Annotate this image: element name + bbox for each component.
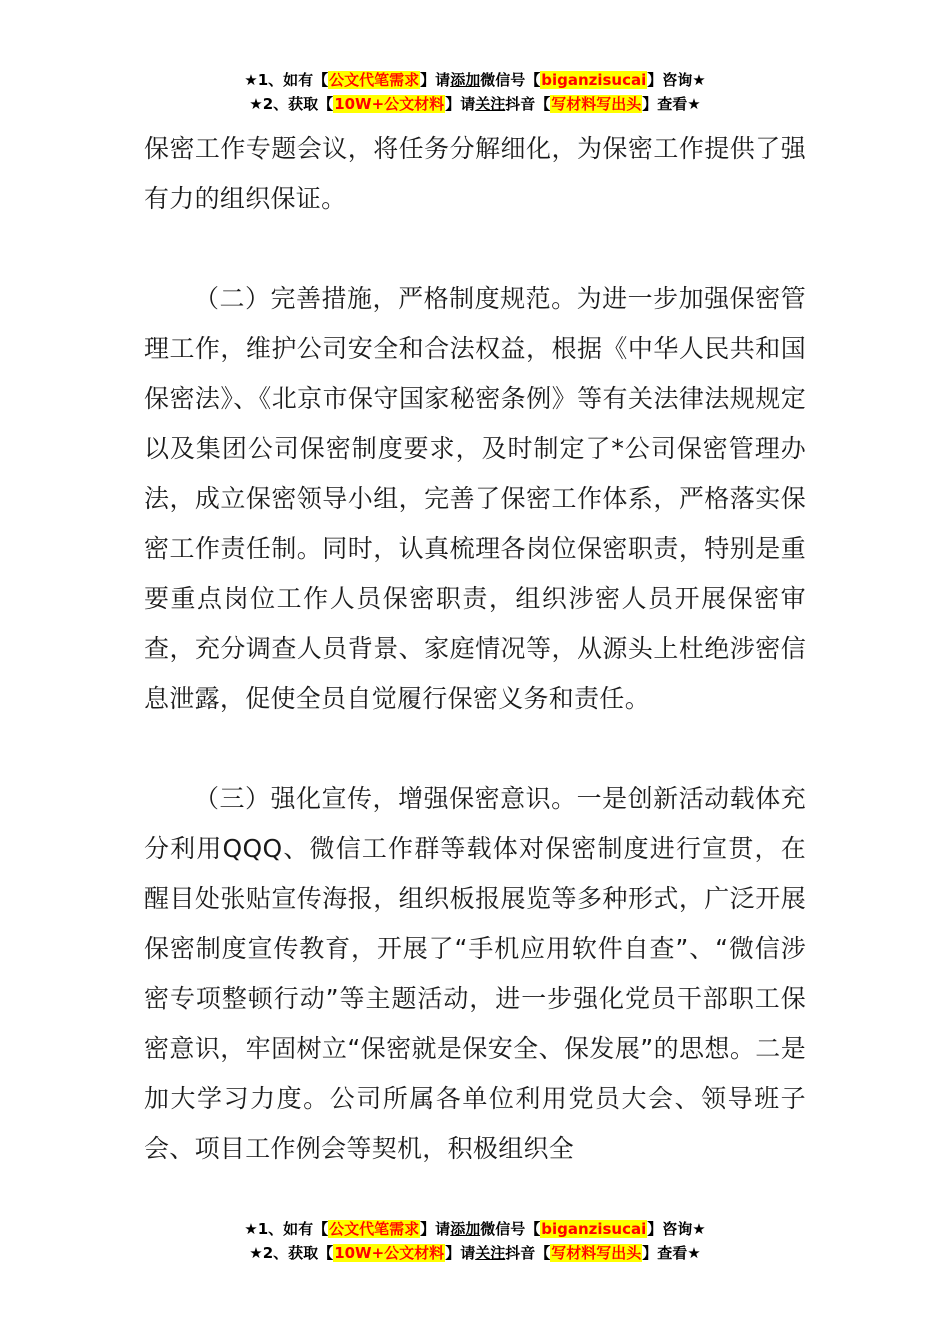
- promo-line-1: [0, 68, 950, 92]
- header-promo: [0, 68, 950, 116]
- promo-line-2: [0, 1241, 950, 1265]
- paragraph-spacer: [144, 224, 806, 274]
- promo-highlight: 写材料写出头: [551, 95, 642, 113]
- promo-text: 】请: [445, 95, 476, 113]
- promo-text: ★1、如有【: [244, 71, 329, 89]
- promo-text: 抖音【: [505, 95, 551, 113]
- promo-text: 】请: [420, 1220, 451, 1238]
- paragraph-spacer: [144, 724, 806, 774]
- promo-text: 抖音【: [505, 1244, 551, 1262]
- promo-highlight: biganzisucai: [541, 71, 647, 89]
- promo-text: 】请: [420, 71, 451, 89]
- promo-emphasis: 添加: [450, 1220, 481, 1238]
- promo-text: ★2、获取【: [249, 95, 334, 113]
- paragraph-continuation: 保密工作专题会议，将任务分解细化，为保密工作提供了强有力的组织保证。: [144, 134, 806, 213]
- paragraph-section-3: （三）强化宣传，增强保密意识。一是创新活动载体充分利用QQQ、微信工作群等载体对保密制度进行宣贯，在醒目处张贴宣传海报，组织板报展览等多种形式，广泛开展保密制度宣传教育，开展了“手机应用软件自查”、“微信涉密专项整顿行动”等主题活动，进一步强化党员干部职工保密意识，牢固树立“保密就是保安全、保发展”的思想。二是加大学习力度。公司所属各单位利用党员大会、领导班子会、项目工作例会等契机，积极组织全: [144, 784, 806, 1163]
- promo-highlight: 写材料写出头: [551, 1244, 642, 1262]
- document-body: [144, 124, 806, 1174]
- promo-text: ★2、获取【: [249, 1244, 334, 1262]
- promo-text: 】查看★: [642, 95, 701, 113]
- promo-text: 】咨询★: [647, 71, 706, 89]
- promo-highlight: 公文代笔需求: [329, 1220, 420, 1238]
- promo-emphasis: 关注: [475, 95, 506, 113]
- promo-highlight: 10W+公文材料: [334, 1244, 445, 1262]
- promo-highlight: 10W+公文材料: [334, 95, 445, 113]
- promo-text: 】查看★: [642, 1244, 701, 1262]
- promo-text: 微信号【: [480, 71, 541, 89]
- promo-text: 微信号【: [480, 1220, 541, 1238]
- promo-line-1: [0, 1217, 950, 1241]
- promo-emphasis: 关注: [475, 1244, 506, 1262]
- promo-text: 】咨询★: [647, 1220, 706, 1238]
- promo-line-2: [0, 92, 950, 116]
- promo-highlight: biganzisucai: [541, 1220, 647, 1238]
- promo-emphasis: 添加: [450, 71, 481, 89]
- promo-text: 】请: [445, 1244, 476, 1262]
- promo-text: ★1、如有【: [244, 1220, 329, 1238]
- paragraph-section-2: （二）完善措施，严格制度规范。为进一步加强保密管理工作，维护公司安全和合法权益，根据《中华人民共和国保密法》、《北京市保守国家秘密条例》等有关法律法规规定以及集团公司保密制度要求，及时制定了*公司保密管理办法，成立保密领导小组，完善了保密工作体系，严格落实保密工作责任制。同时，认真梳理各岗位保密职责，特别是重要重点岗位工作人员保密职责，组织涉密人员开展保密审查，充分调查人员背景、家庭情况等，从源头上杜绝涉密信息泄露，促使全员自觉履行保密义务和责任。: [144, 284, 806, 713]
- footer-promo: [0, 1217, 950, 1265]
- promo-highlight: 公文代笔需求: [329, 71, 420, 89]
